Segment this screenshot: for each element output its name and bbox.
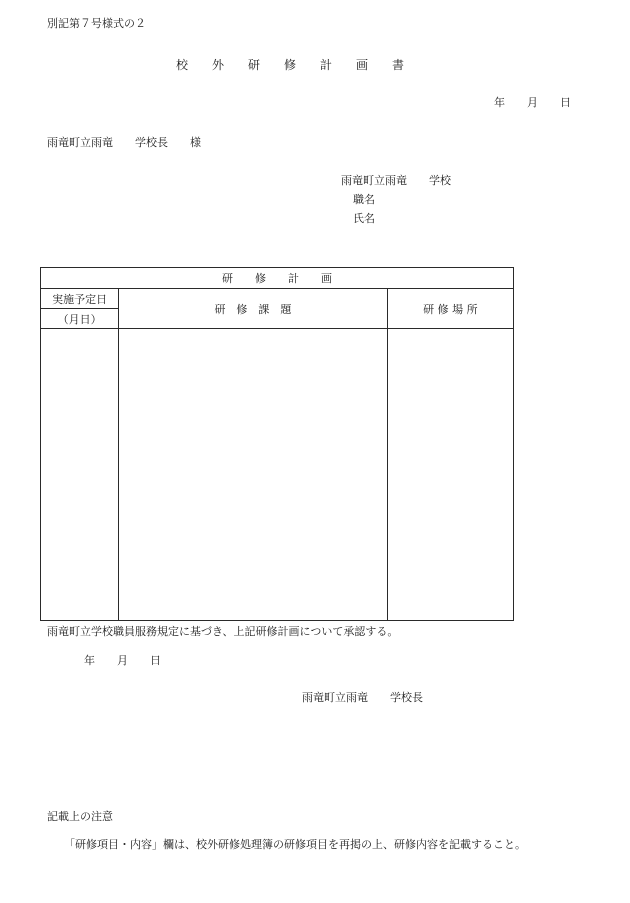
notes-text: 「研修項目・内容」欄は、校外研修処理簿の研修項目を再掲の上、研修内容を記載すること。 [64, 838, 526, 851]
approval-date: 年 月 日 [84, 654, 161, 667]
notes-heading: 記載上の注意 [47, 810, 113, 823]
training-plan-table [40, 267, 514, 621]
column-header-subject: 研 修 課 題 [119, 289, 388, 329]
place-entry-cell[interactable] [387, 329, 513, 621]
date-line: 年 月 日 [494, 96, 571, 109]
subject-entry-cell[interactable] [119, 329, 388, 621]
applicant-name-label: 氏名 [353, 212, 375, 225]
column-header-place: 研 修 場 所 [387, 289, 513, 329]
date-entry-cell[interactable] [41, 329, 119, 621]
column-header-date-sub: （月日） [41, 309, 119, 329]
approver: 雨竜町立雨竜 学校長 [302, 691, 423, 704]
table-header: 研 修 計 画 [41, 268, 514, 289]
addressee: 雨竜町立雨竜 学校長 様 [47, 136, 201, 149]
column-header-date: 実施予定日 [41, 289, 119, 309]
applicant-school: 雨竜町立雨竜 学校 [341, 174, 451, 187]
document-title: 校 外 研 修 計 画 書 [176, 58, 405, 72]
applicant-position-label: 職名 [353, 193, 375, 206]
form-number: 別記第７号様式の２ [47, 17, 146, 30]
approval-text: 雨竜町立学校職員服務規定に基づき、上記研修計画について承認する。 [47, 625, 399, 638]
